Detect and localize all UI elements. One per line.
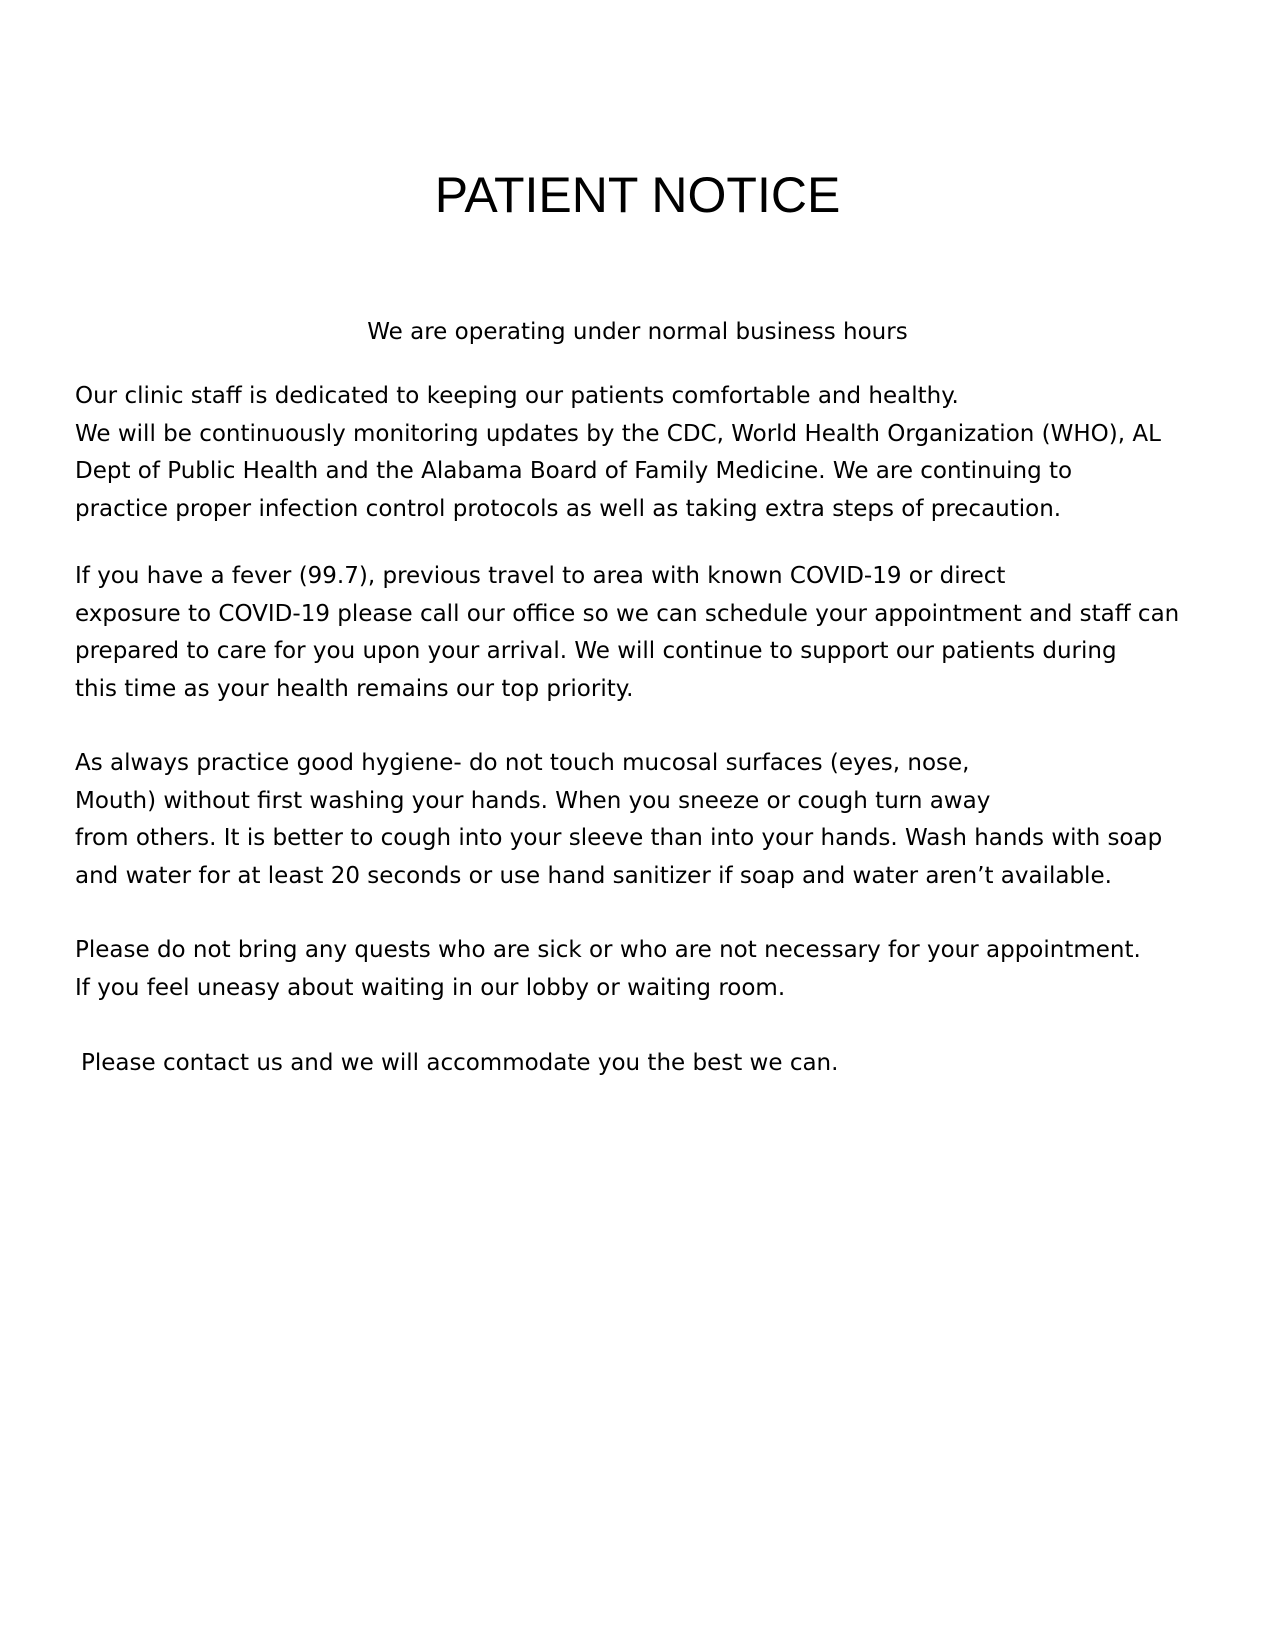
text-line: Mouth) without first washing your hands. When you sneeze or cough turn away [75, 787, 991, 814]
text-line: exposure to COVID-19 please call our office so we can schedule your appointment and staff can [75, 600, 1180, 627]
text-line: practice proper infection control protocols as well as taking extra steps of precaution. [75, 495, 1062, 522]
text-line: Our clinic staff is dedicated to keeping our patients comfortable and healthy. [75, 383, 959, 409]
paragraph-hygiene-guidance [75, 745, 1225, 895]
text-line: If you feel uneasy about waiting in our lobby or waiting room. [75, 974, 786, 1001]
text-line: As always practice good hygiene- do not touch mucosal surfaces (eyes, nose, [75, 750, 970, 776]
text-line: We will be continuously monitoring updates by the CDC, World Health Organization (WHO), AL [75, 420, 1161, 447]
text-line: If you have a fever (99.7), previous travel to area with known COVID-19 or direct [75, 563, 1006, 589]
text-line: this time as your health remains our top priority. [75, 675, 634, 702]
paragraph-guest-policy [75, 932, 1225, 1007]
business-hours-statement: We are operating under normal business hours [367, 319, 908, 345]
page-title: PATIENT NOTICE [434, 167, 841, 223]
text-line: from others. It is better to cough into your sleeve than into your hands. Wash hands with soap [75, 825, 1163, 851]
text-line: Please do not bring any quests who are sick or who are not necessary for your appointment. [75, 937, 1141, 963]
text-line: Please contact us and we will accommodate you the best we can. [81, 1050, 839, 1076]
paragraph-contact-us [81, 1045, 1231, 1083]
paragraph-fever-instructions [75, 558, 1225, 708]
text-line: prepared to care for you upon your arrival. We will continue to support our patients during [75, 638, 1117, 664]
paragraph-staff-commitment [75, 378, 1225, 528]
text-line: Dept of Public Health and the Alabama Board of Family Medicine. We are continuing to [75, 458, 1073, 484]
text-line: and water for at least 20 seconds or use hand sanitizer if soap and water aren’t available. [75, 862, 1112, 889]
